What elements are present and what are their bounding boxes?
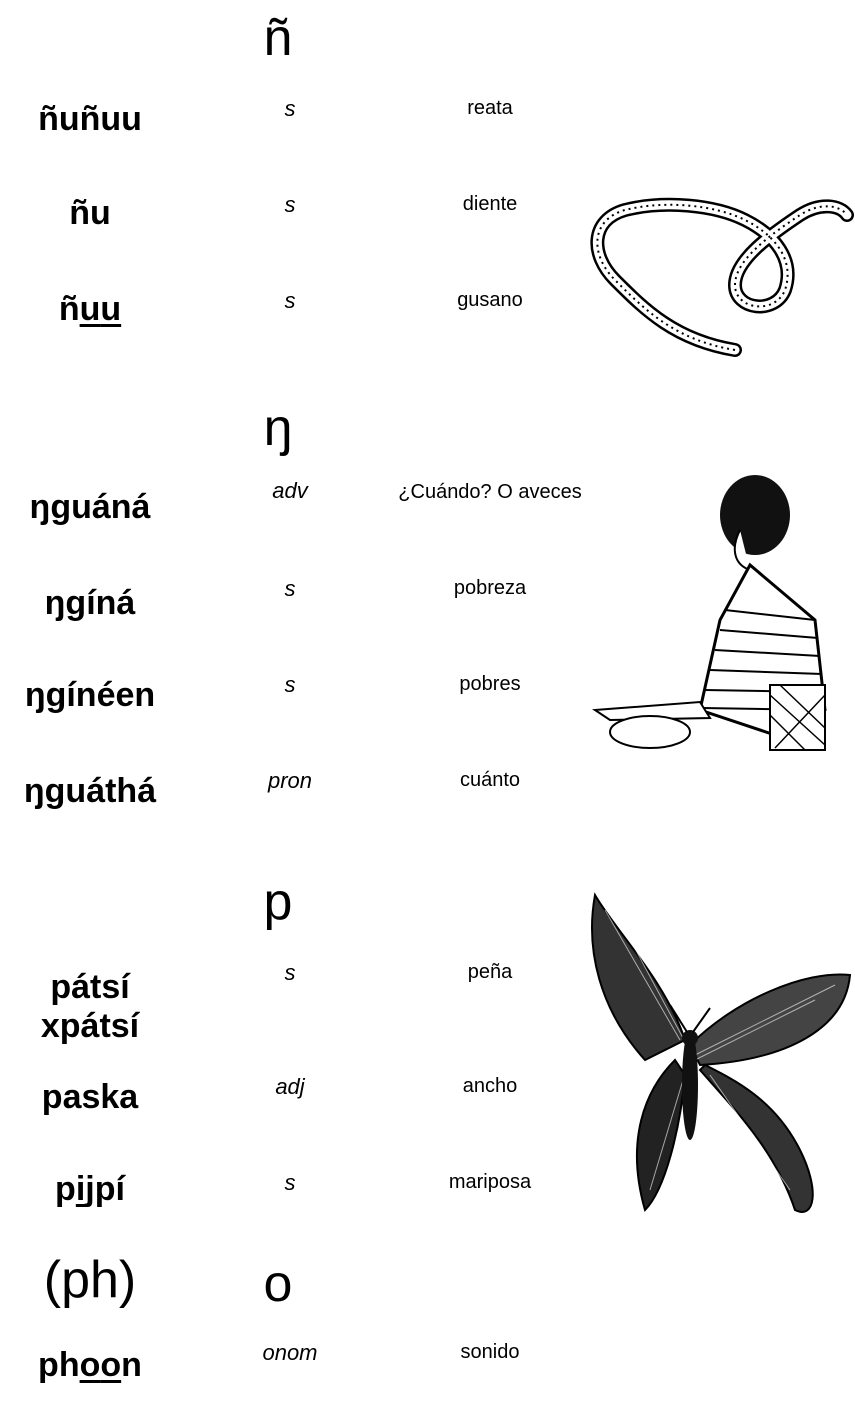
entry-word: ŋgíná [44, 584, 136, 622]
entry-word [0, 968, 210, 1046]
section-letter-enye: ñ [263, 9, 293, 67]
entry-pos: s [284, 960, 296, 985]
entry-pos: pron [267, 768, 313, 793]
word-part: jpí [85, 1170, 125, 1208]
word-part-underlined: u [79, 290, 101, 328]
entry-gloss: reata [467, 97, 513, 119]
entry-word [0, 290, 210, 329]
word-part-underlined: o [79, 1346, 101, 1384]
worm-drawing [585, 190, 855, 370]
entry-pos: adj [275, 1074, 305, 1099]
entry-gloss: pobreza [453, 577, 527, 599]
seated-child-drawing [590, 470, 840, 770]
entry-gloss: ¿Cuándo? O aveces [398, 481, 582, 503]
entry-word-variant: xpátsí [40, 1007, 140, 1046]
entry-word: paska [41, 1078, 139, 1116]
entry-word-line: pátsí [50, 968, 130, 1006]
word-part: ñ [58, 290, 80, 328]
entry-gloss: ancho [462, 1075, 518, 1097]
entry-gloss: diente [462, 193, 518, 215]
entry-gloss: sonido [460, 1341, 520, 1363]
word-part-underlined: u [100, 290, 122, 328]
entry-pos: s [284, 1170, 296, 1195]
word-part: n [121, 1346, 142, 1384]
entry-word: ñu [69, 194, 111, 232]
word-part-underlined: o [100, 1346, 122, 1384]
entry-gloss: gusano [457, 289, 523, 311]
entry-gloss: pobres [459, 673, 521, 695]
section-letter-p: p [263, 873, 293, 931]
entry-gloss: cuánto [459, 769, 521, 791]
entry-pos: adv [272, 478, 308, 503]
entry-word [0, 1170, 210, 1209]
section-letter-eng: ŋ [263, 399, 293, 457]
entry-word: ŋguáthá [23, 772, 157, 810]
entry-pos: onom [262, 1340, 318, 1365]
entry-pos: s [284, 288, 296, 313]
section-letter-o: o [263, 1255, 293, 1313]
entry-pos: s [284, 96, 296, 121]
entry-word: ñuñuu [38, 100, 142, 138]
entry-pos: s [284, 672, 296, 697]
entry-word [0, 1346, 210, 1385]
section-heading-ph: (ph) [43, 1251, 137, 1309]
entry-word: ŋgínéen [24, 676, 156, 714]
word-part-underlined: i [75, 1170, 86, 1208]
entry-word: ŋguáná [29, 488, 151, 526]
entry-pos: s [284, 192, 296, 217]
butterfly-drawing [585, 890, 855, 1240]
word-part: ph [38, 1346, 80, 1384]
word-part: p [55, 1170, 76, 1208]
entry-gloss: mariposa [448, 1171, 532, 1193]
entry-gloss: peña [467, 961, 513, 983]
entry-pos: s [284, 576, 296, 601]
